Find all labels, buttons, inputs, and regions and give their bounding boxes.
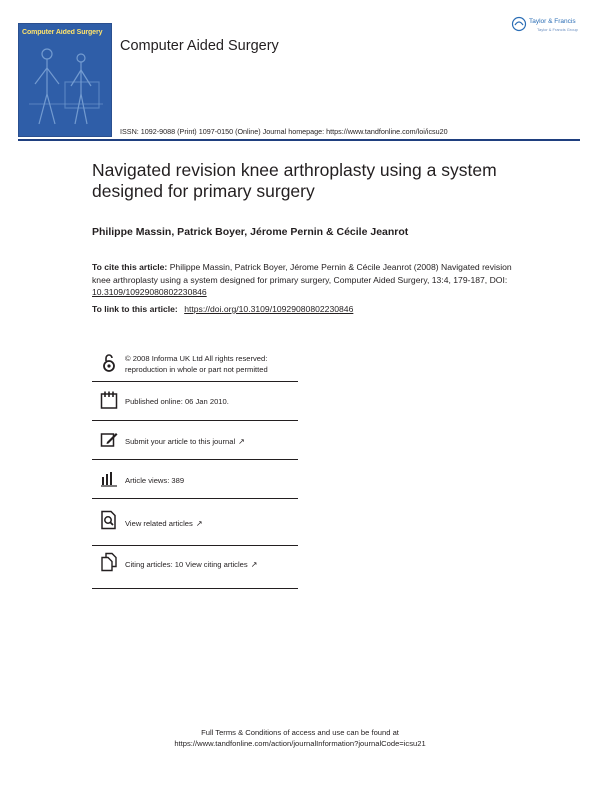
publisher-logo-text: Taylor & Francis [529, 18, 576, 25]
search-document-icon [100, 510, 118, 530]
issn-text: ISSN: 1092-9088 (Print) 1097-0150 (Online) Journal homepage: [120, 127, 325, 136]
published-row [92, 388, 298, 420]
citing-articles-text: Citing articles: 10 View citing articles [125, 560, 248, 569]
journal-homepage-link[interactable]: https://www.tandfonline.com/loi/icsu20 [326, 127, 448, 136]
external-link-icon: ↗ [238, 437, 245, 446]
article-views-text: Article views: 389 [125, 476, 185, 485]
doi-link[interactable]: 10.3109/10929080802230846 [92, 287, 207, 297]
copyright-row [92, 350, 298, 382]
info-divider [92, 381, 298, 382]
external-link-icon: ↗ [250, 560, 258, 569]
copyright-text [125, 354, 268, 375]
cite-text: Philippe Massin, Patrick Boyer, Jérome Pernin & Cécile Jeanrot (2008) Navigated revision knee arthroplasty using a system designed for primary surgery, Computer Aided Surgery, 13:4, 179-187, DOI: [92, 262, 512, 285]
copyright-line-1: © 2008 Informa UK Ltd All rights reserved: [125, 354, 268, 363]
article-authors: Philippe Massin, Patrick Boyer, Jérome Pernin & Cécile Jeanrot [92, 226, 409, 238]
publisher-logo-subtext: Taylor & Francis Group [537, 27, 578, 32]
cite-label: To cite this article: [92, 262, 168, 272]
footer-terms-text: Full Terms & Conditions of access and use can be found at [201, 728, 399, 737]
published-date-text: Published online: 06 Jan 2010. [125, 397, 229, 406]
calendar-icon [100, 390, 118, 410]
related-row[interactable] [92, 505, 298, 539]
issn-line [120, 127, 448, 136]
info-divider [92, 545, 298, 546]
copyright-line-2: reproduction in whole or part not permitted [125, 364, 268, 374]
view-related-articles-link[interactable] [125, 519, 203, 530]
journal-name: Computer Aided Surgery [120, 38, 279, 54]
submit-article-link[interactable] [125, 437, 245, 448]
bar-chart-icon [100, 469, 118, 489]
submit-article-text: Submit your article to this journal [125, 437, 236, 446]
citing-row[interactable] [92, 550, 298, 584]
article-link-line [92, 304, 353, 314]
link-label: To link to this article: [92, 304, 178, 314]
submit-row[interactable] [92, 427, 298, 459]
article-title: Navigated revision knee arthroplasty using a system designed for primary surgery [92, 160, 497, 201]
views-row [92, 466, 298, 498]
open-access-lock-icon [100, 353, 118, 373]
footer-journal-info-link[interactable]: https://www.tandfonline.com/action/journalInformation?journalCode=icsu21 [174, 739, 426, 748]
cover-figure-illustration [19, 24, 113, 138]
journal-cover-image [18, 23, 112, 137]
header-divider [18, 139, 580, 141]
related-articles-text: View related articles [125, 519, 193, 528]
copy-documents-icon [100, 552, 118, 572]
info-divider [92, 498, 298, 499]
cover-title: Computer Aided Surgery [22, 29, 103, 36]
external-link-icon: ↗ [195, 519, 203, 528]
terms-footer [0, 727, 600, 749]
info-divider [92, 420, 298, 421]
view-citing-articles-link[interactable] [125, 560, 257, 571]
citation-block [92, 261, 512, 299]
publisher-logo-icon [511, 16, 527, 32]
article-doi-url-link[interactable]: https://doi.org/10.3109/10929080802230846 [184, 304, 354, 314]
info-divider [92, 459, 298, 460]
edit-icon [100, 430, 118, 450]
publisher-logo[interactable] [511, 16, 583, 38]
info-divider [92, 588, 298, 589]
